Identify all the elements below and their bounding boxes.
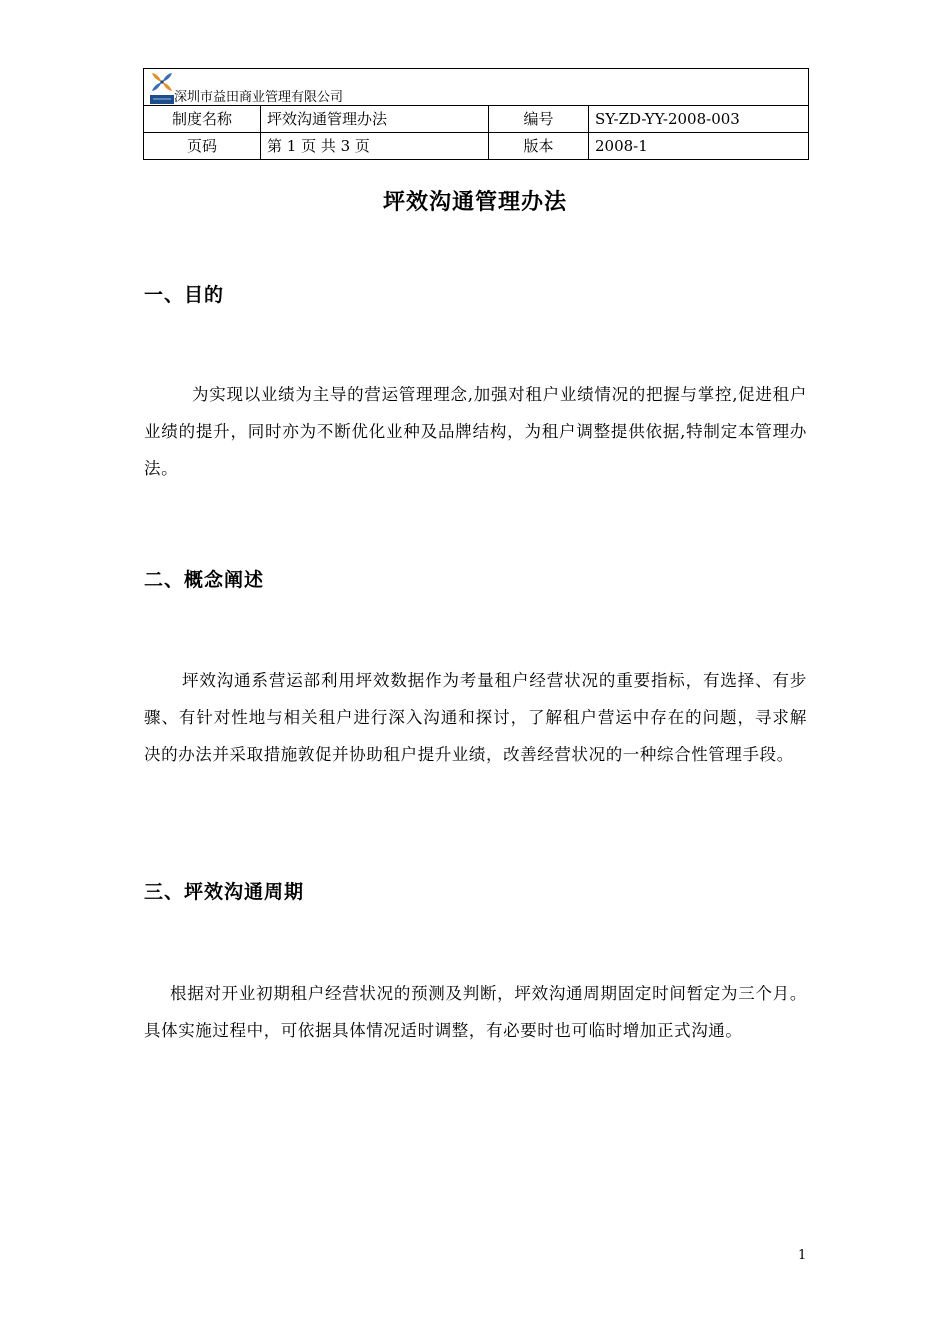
- value-regulation-name: 坪效沟通管理办法: [261, 106, 489, 133]
- section-heading-cycle: 三、坪效沟通周期: [144, 881, 305, 903]
- label-page: 页码: [144, 133, 261, 160]
- header-row-1: [144, 106, 809, 133]
- header-table: [143, 68, 809, 160]
- section-body-cycle: 根据对开业初期租户经营状况的预测及判断，坪效沟通周期固定时间暂定为三个月。具体实施过程中，可依据具体情况适时调整，有必要时也可临时增加正式沟通。: [144, 984, 807, 1040]
- value-code: SY-ZD-YY-2008-003: [589, 106, 809, 133]
- document-title: 坪效沟通管理办法: [382, 190, 567, 215]
- header-logo-row: [144, 69, 809, 106]
- header-logo-cell: [144, 69, 809, 106]
- value-version: 2008-1: [589, 133, 809, 160]
- section-heading-purpose: 一、目的: [144, 284, 225, 306]
- section-body-concept: 坪效沟通系营运部利用坪效数据作为考量租户经营状况的重要指标，有选择、有步骤、有针对性地与相关租户进行深入沟通和探讨，了解租户营运中存在的问题，寻求解决的办法并采取措施敦促并协助租户提升业绩，改善经营状况的一种综合性管理手段。: [144, 671, 807, 764]
- company-name: 深圳市益田商业管理有限公司: [174, 90, 344, 105]
- header-row-2: [144, 133, 809, 160]
- section-heading-concept: 二、概念阐述: [144, 569, 265, 591]
- label-regulation-name: 制度名称: [144, 106, 261, 133]
- section-body-purpose: 为实现以业绩为主导的营运管理理念,加强对租户业绩情况的把握与掌控,促进租户业绩的提升，同时亦为不断优化业种及品牌结构，为租户调整提供依据,特制定本管理办法。: [144, 385, 807, 478]
- company-logo: [150, 70, 174, 104]
- value-page: 第 1 页 共 3 页: [261, 133, 489, 160]
- label-code: 编号: [489, 106, 589, 133]
- page-number: 1: [798, 1248, 807, 1263]
- label-version: 版本: [489, 133, 589, 160]
